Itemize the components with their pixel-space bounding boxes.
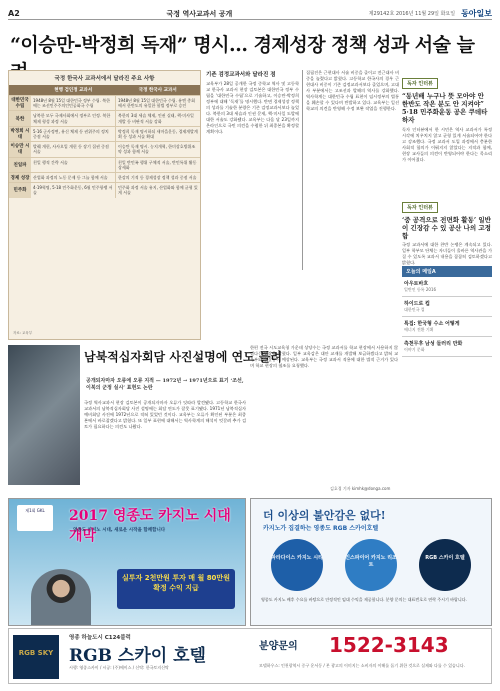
table-row [9, 126, 200, 141]
article-column-2 [306, 70, 399, 270]
table-cell-old: 5·16 군사정변, 유신 체제 등 권위주의 정치 중점 서술 [33, 128, 109, 140]
column-title: ‘중 공격으로 전면화 활동’ 일반이 긴장감 수 있 공산 나의 고정함 [402, 216, 491, 240]
ad-title: 더 이상의 불안감은 없다! [263, 509, 386, 522]
table-row [9, 141, 200, 156]
newspaper-brand: 동아일보 [461, 9, 492, 18]
table-row [9, 95, 200, 110]
main-headline: “이승만-박정희 독재” 명시… 경제성장 정책 성과 서술 늘 [10, 34, 475, 56]
table-cell-new: 한강의 기적 등 경제성장 정책 성과 중점 서술 [115, 173, 200, 182]
table-cell-old: 친일 행적 간략 서술 [33, 159, 68, 165]
table-cell-new: 친일 반민족 행위 구체적 서술, 반민특위 활동 상세화 [115, 158, 200, 172]
section-title: 국정 역사교과서 공개 [166, 9, 233, 18]
ad-circle: 인스파이어 카지노 리조트 [345, 539, 397, 591]
brief-headline: 측천무후 남성 들러리 만화 [404, 341, 463, 347]
brief-list [402, 277, 492, 357]
article-subhead: 기존 검정교과서와 달라진 점 [206, 72, 276, 78]
table-row [9, 157, 200, 172]
ad-person-photo [31, 569, 91, 625]
column-body: 국정 교과서에 대한 찬반 논쟁은 계속되고 있다. 일부 학부모 단체는 자녀들이 올바른 역사관을 가질 수 있도록 교과서 내용을 꼼꼼히 검토하겠다고 밝혔다. [402, 242, 492, 265]
brief-sub: 일반인 등록 2016 [404, 287, 437, 292]
brief-title: 오늘의 메일A [402, 266, 492, 277]
table-title: 국정 한국사 교과서에서 달라진 주요 사항 [54, 76, 155, 82]
ad-note: 영종도 카지노 배후 수요를 바탕으로 안정적인 임대 수익을 제공합니다. 분양 문의는 대표번호로 연락 주시기 바랍니다. [261, 597, 467, 602]
brief-item[interactable] [402, 317, 492, 337]
table-source: 자료: 교육부 [13, 331, 33, 335]
secondary-headline: 남북적십자회담 사진설명에 연도 틀려 [84, 350, 283, 364]
column-title: “동년배 누구나 뜻 모아야 안 한반도 작은 분도 안 지켜야” 5·18 민주화운동 공은 쿠데타 하자 [402, 92, 488, 124]
table-row [9, 110, 200, 125]
table-row [9, 182, 200, 197]
ad-description: 시행: 영종스카이 / 시공: (주)에이스 / 신탁: 한국토지신탁 [69, 665, 169, 670]
ad-subtitle: 영종도 카지노 시대, 새로운 시작을 함께합니다 [73, 528, 166, 533]
table-cell-new: 민주화 과정 서술 유지, 산업화와 함께 균형 있게 서술 [115, 183, 200, 197]
article-column-1 [206, 70, 299, 340]
table-header [9, 85, 200, 95]
ad-info: 모델하우스: 인천광역시 중구 운서동 / 본 광고의 이미지는 소비자의 이해를 돕기 위한 것으로 실제와 다를 수 있습니다. [259, 663, 465, 668]
brief-sidebar [402, 266, 492, 498]
brief-headline: 특집: 한국형 수소 어떻게 [404, 321, 460, 327]
interview-column-2 [402, 194, 492, 264]
article-deck: 공개되자마자 오류에 오류 지적 — 1972년 → 1971년으로 표기 ‘조선, 이북의 군정 실시’ 표현도 논란 [86, 378, 244, 391]
brief-sub: 에너지 전환 기획 [404, 327, 434, 332]
column-label: 독자 인터뷰 [402, 78, 438, 89]
table-cell-new: 이승만 독재 명시. 농지개혁, 한미상호방위조약 성과 함께 서술 [115, 142, 200, 156]
ad-circle: 파라다이스 카지노 시티 [271, 539, 323, 591]
table-cell-old: 남북한 모두 국제사회에서 정부로 인정. 북한 체제 형성 과정 서술 [33, 113, 111, 124]
page-number: A2 [8, 9, 20, 18]
table-header-cell [9, 85, 31, 95]
article-body: 한편 전국 시도교육청 가운데 상당수는 국정 교과서를 학교 현장에서 사용하지 않겠다는 입장을 밝혔다. 일부 교육감은 대안 교재를 개발해 보급하겠다고 밝혀 교육부와의 갈등이 예상된다. 교육부는 국정 교과서 적용에 대한 법적 근거가 있다며 학교 현장의 협조를 요청했다. [250, 345, 398, 368]
column-divider [302, 70, 303, 270]
article-body: 집필진은 근현대사 서술 비중을 줄이고 전근대사 비중을 늘렸다고 밝혔다. 고등학교 한국사의 경우 근현대사 비중이 기존 검정교과서보다 줄었으며, 고대사 부분에서는 고조선과 발해의 역사를 강화했다. 역사학계는 대한민국 수립 표현이 임시정부의 법통을 훼손할 수 있다며 반발하고 있다. 교육부는 일선 학교의 의견을 반영해 수정 보완 작업을 진행한다. [306, 70, 399, 111]
table-header-cell: 국정 한국사 교과서 [138, 88, 177, 93]
casino-ad[interactable] [8, 498, 246, 626]
table-body [9, 95, 200, 198]
brief-sub: 이야기 문화 [404, 347, 425, 352]
sky-hotel-ad[interactable] [250, 498, 492, 626]
column-body: 독자 인터뷰에서 한 시민은 역사 교과서가 특정 시각에 치우치지 않고 균형 있게 서술되어야 한다고 강조했다. 국정 교과서 도입 과정에서 충분한 사회적 합의가 이뤄지지 않았다는 지적과 함께, 현장 교사들의 의견이 반영되어야 한다는 목소리가 이어졌다. [402, 127, 492, 162]
ad-sale-label: 분양문의 [259, 641, 298, 652]
brief-item[interactable] [402, 337, 492, 357]
table-cell-old: 발췌 개헌, 사사오입 개헌 등 장기 집권 중점 서술 [33, 144, 109, 155]
table-category: 민주화 [9, 183, 31, 197]
table-cell-old: 4·19혁명, 5·18 민주화운동, 6월 민주항쟁 서술 [33, 185, 113, 196]
ad-prize-banner: 실투자 2천만원 투자 매 월 80만원 확정 수익 지급 [117, 569, 235, 609]
table-category: 박정희 시대 [9, 127, 31, 141]
brief-headline: 아우토바흐 [404, 281, 429, 287]
ad-circle: RGB 스카이 호텔 [419, 539, 471, 591]
news-photo [8, 345, 80, 485]
brief-item[interactable] [402, 297, 492, 317]
table-cell-old: 1948년 8월 15일 대한민국 정부 수립. 북한에는 조선민주주의인민공화국 수립 [33, 98, 110, 109]
table-category: 경제 성장 [9, 173, 31, 182]
hotel-sale-ad[interactable] [8, 628, 492, 684]
table-category: 대한민국 수립 [9, 96, 31, 110]
column-label: 독자 인터뷰 [402, 202, 438, 213]
ad-logo: RGB SKY [13, 635, 59, 679]
byline: 김호경 기자 kimhk@donga.com [330, 486, 391, 491]
brief-headline: 하이드로 컵 [404, 301, 430, 307]
table-header-cell: 현행 검인정 교과서 [54, 88, 93, 93]
table-category: 이승만 시대 [9, 142, 31, 156]
ad-location: 영종 하늘도시 C124블럭 [69, 635, 131, 641]
table-cell-new: 1948년 8월 15일 대한민국 수립. 유엔 총회에서 한반도의 유일한 합법 정부로 승인 [115, 96, 200, 110]
issue-info: 제29142호 2016년 11월 29일 화요일 [368, 11, 456, 17]
article-body: 교육부가 28일 공개한 국정 중학교 역사 및 고등학교 한국사 교과서 현장 검토본은 대한민국 정부 수립을 ‘대한민국 수립’으로 기술하고, 이승만·박정희 정부에 대해 ‘독재’를 명시했다. 반면 경제성장 정책의 성과를 기술한 분량은 기존 검정교과서보다 늘었다. 북한의 3대 세습과 인권 문제, 핵·미사일 도발에 대한 서술도 강화됐다. 교육부는 다음 달 23일까지 온라인으로 국민 의견을 수렴한 뒤 최종본을 확정할 계획이다. [206, 81, 299, 134]
ad-phone[interactable]: 1522-3143 [329, 633, 449, 657]
ad-subtitle: 카지노가 집결하는 영종도 RGB 스카이호텔 [263, 525, 379, 532]
interview-column-1 [402, 70, 492, 190]
table-cell-old: 산업화 과정의 노동 문제 등 그늘 함께 서술 [33, 175, 108, 181]
article-body: 국정 역사교과서 현장 검토본이 공개되자마자 오류가 잇따라 발견됐다. 고등학교 한국사 교과서의 남북적십자회담 사진 설명에는 회담 연도가 잘못 표기됐다. 1971년 남북적십자 예비회담 사진에 1972년으로 적혀 있었던 것이다. 교육부는 오류가 확인된 부분은 최종본에서 바로잡겠다고 밝혔다. 또 일부 표현에 대해서는 역사학계의 해석이 엇갈려 추가 검토가 필요하다는 의견도 나왔다. [84, 400, 246, 429]
table-cell-new: 박정희 독재 명시하되 새마을운동, 경제개발계획 등 성과 서술 확대 [115, 127, 200, 141]
table-category: 북한 [9, 111, 31, 125]
table-cell-new: 북한의 3대 세습 체제, 인권 실태, 핵·미사일 개발 등 비판적 서술 강화 [115, 111, 200, 125]
comparison-table [8, 70, 201, 340]
brief-sub: 대한민국 컵 [404, 307, 425, 312]
table-category: 친일파 [9, 158, 31, 172]
table-row [9, 172, 200, 182]
page-header [8, 8, 492, 20]
ad-title: 2017 영종도 카지노 시대 개막 [69, 508, 231, 544]
ad-hotel-name: RGB 스카이 호텔 [69, 646, 206, 666]
ad-seal: 제1회 GKL [17, 505, 53, 531]
brief-item[interactable] [402, 277, 492, 297]
